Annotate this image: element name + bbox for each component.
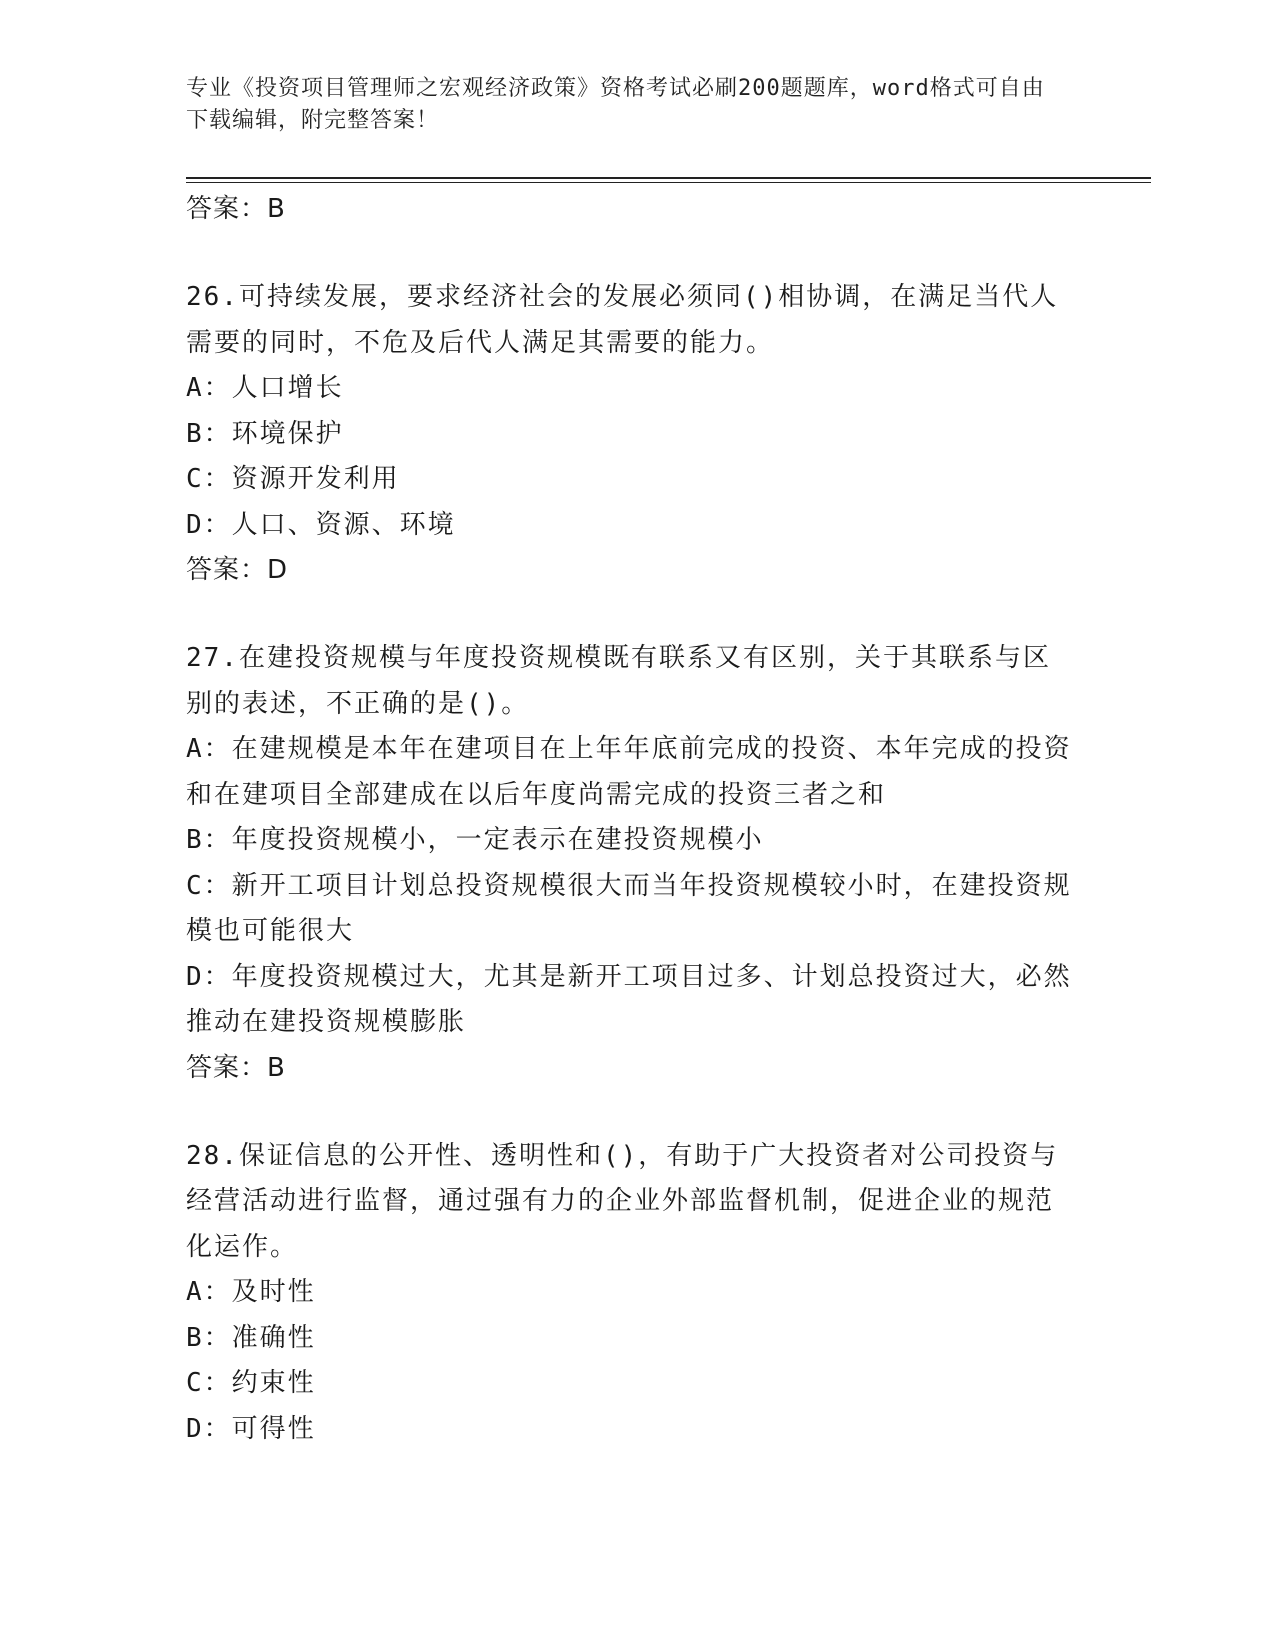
page-header: 专业《投资项目管理师之宏观经济政策》资格考试必刷200题题库，word格式可自由下载编辑，附完整答案！ (186, 76, 1045, 133)
option-d: D：年度投资规模过大，尤其是新开工项目过多、计划总投资过大，必然推动在建投资规模膨胀 (186, 961, 1072, 1037)
option-c: C：新开工项目计划总投资规模很大而当年投资规模较小时，在建投资规模也可能很大 (186, 870, 1072, 946)
option-d: D：人口、资源、环境 (186, 509, 456, 540)
answer-previous: 答案：B (186, 194, 286, 224)
question-stem: 28.保证信息的公开性、透明性和()，有助于广大投资者对公司投资与经营活动进行监督，通过强有力的企业外部监督机制，促进企业的规范化运作。 (186, 1140, 1059, 1262)
question-list (186, 187, 1076, 1452)
answer: 答案：B (186, 1052, 286, 1083)
header-rule-thin (186, 182, 1151, 183)
option-a: A：在建规模是本年在建项目在上年年底前完成的投资、本年完成的投资和在建项目全部建成在以后年度尚需完成的投资三者之和 (186, 734, 1072, 810)
option-d: D：可得性 (186, 1413, 316, 1444)
option-c: C：约束性 (186, 1368, 316, 1398)
option-b: B：准确性 (186, 1322, 316, 1353)
question-26 (186, 275, 1076, 592)
option-a: A：人口增长 (186, 373, 344, 403)
question-28 (186, 1134, 1076, 1453)
question-stem: 26.可持续发展，要求经济社会的发展必须同()相协调，在满足当代人需要的同时，不危及后代人满足其需要的能力。 (186, 282, 1059, 358)
option-b: B：年度投资规模小，一定表示在建投资规模小 (186, 825, 764, 855)
option-a: A：及时性 (186, 1277, 316, 1307)
question-27 (186, 636, 1076, 1090)
option-b: B：环境保护 (186, 418, 344, 449)
answer: 答案：D (186, 555, 289, 585)
question-stem: 27.在建投资规模与年度投资规模既有联系又有区别，关于其联系与区别的表述，不正确的是()。 (186, 643, 1051, 719)
option-c: C：资源开发利用 (186, 464, 400, 494)
header-rule-thick (186, 177, 1151, 179)
